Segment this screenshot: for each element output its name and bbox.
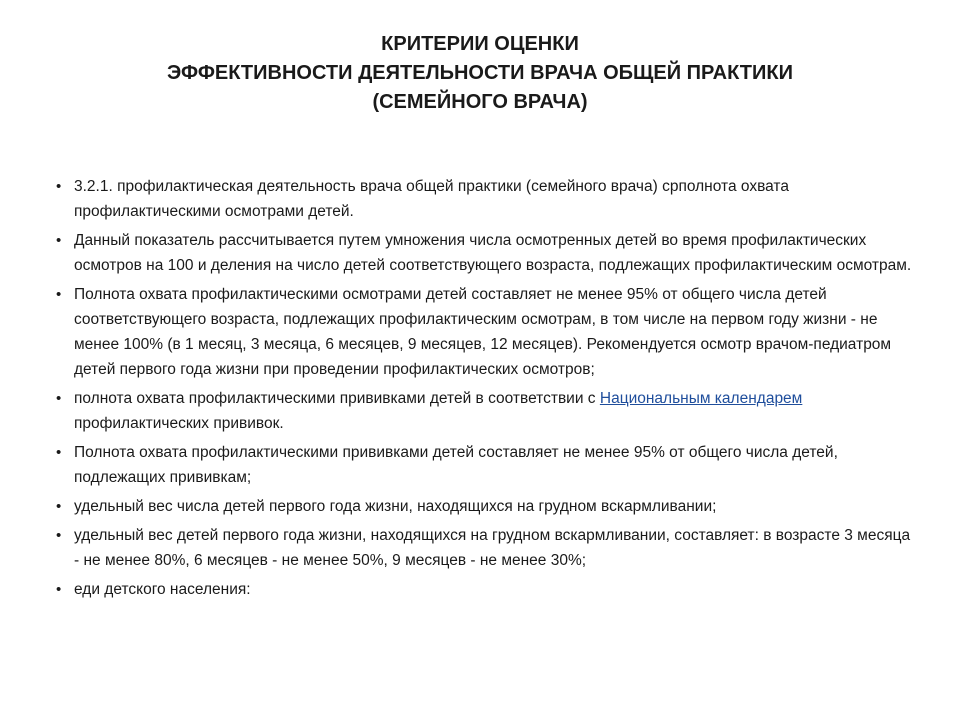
title-line-1: КРИТЕРИИ ОЦЕНКИ (381, 33, 579, 55)
list-item-text-after: профилактических прививок. (74, 415, 284, 432)
list-item-text: 3.2.1. профилактическая деятельность врача общей практики (семейного врача) срполнота охвата профилактическими осмотрами детей. (74, 178, 789, 220)
list-item (52, 174, 912, 224)
list-item (52, 440, 912, 490)
list-item-text: Полнота охвата профилактическими осмотрами детей составляет не менее 95% от общего числа детей соответствующего возраста, подлежащих профилактическим осмотрам, в том числе на первом году жизни - не менее 100% (в 1 месяц, 3 месяца, 6 месяцев, 9 месяцев, 12 месяцев). Рекомендуется осмотр врачом-педиатром детей первого года жизни при проведении профилактических осмотров; (74, 286, 892, 378)
title-line-3: (СЕМЕЙНОГО ВРАЧА) (372, 91, 588, 113)
list-item (52, 386, 912, 436)
list-item (52, 282, 912, 382)
list-item-text: еди детского населения: (74, 581, 251, 598)
bullet-icon: • (56, 527, 62, 544)
bullet-icon: • (56, 444, 62, 461)
national-calendar-link[interactable]: Национальным календарем (599, 390, 803, 407)
list-item (52, 228, 912, 278)
title-line-2: ЭФФЕКТИВНОСТИ ДЕЯТЕЛЬНОСТИ ВРАЧА ОБЩЕЙ ПРАКТИКИ (167, 62, 793, 84)
bullet-icon: • (56, 390, 62, 407)
list-item (52, 577, 912, 602)
list-item-text: удельный вес детей первого года жизни, находящихся на грудном вскармливании, составляет: в возрасте 3 месяца - не менее 80%, 6 месяцев - не менее 50%, 9 месяцев - не менее 30%; (74, 527, 911, 569)
list-item-text-before: полнота охвата профилактическими прививками детей в соответствии с (74, 390, 600, 407)
slide-title (80, 30, 880, 117)
list-item-text: Полнота охвата профилактическими прививками детей составляет не менее 95% от общего числа детей, подлежащих прививкам; (74, 444, 838, 486)
bullet-icon: • (56, 286, 62, 303)
bullet-icon: • (56, 498, 62, 515)
bullet-icon: • (56, 178, 62, 195)
criteria-list (52, 174, 912, 606)
list-item (52, 494, 912, 519)
list-item-text: Данный показатель рассчитывается путем умножения числа осмотренных детей во время профилактических осмотров на 100 и деления на число детей соответствующего возраста, подлежащих профилактическим осмотрам. (74, 232, 912, 274)
bullet-icon: • (56, 581, 62, 598)
list-item-text: удельный вес числа детей первого года жизни, находящихся на грудном вскармливании; (74, 498, 717, 515)
bullet-icon: • (56, 232, 62, 249)
list-item (52, 523, 912, 573)
